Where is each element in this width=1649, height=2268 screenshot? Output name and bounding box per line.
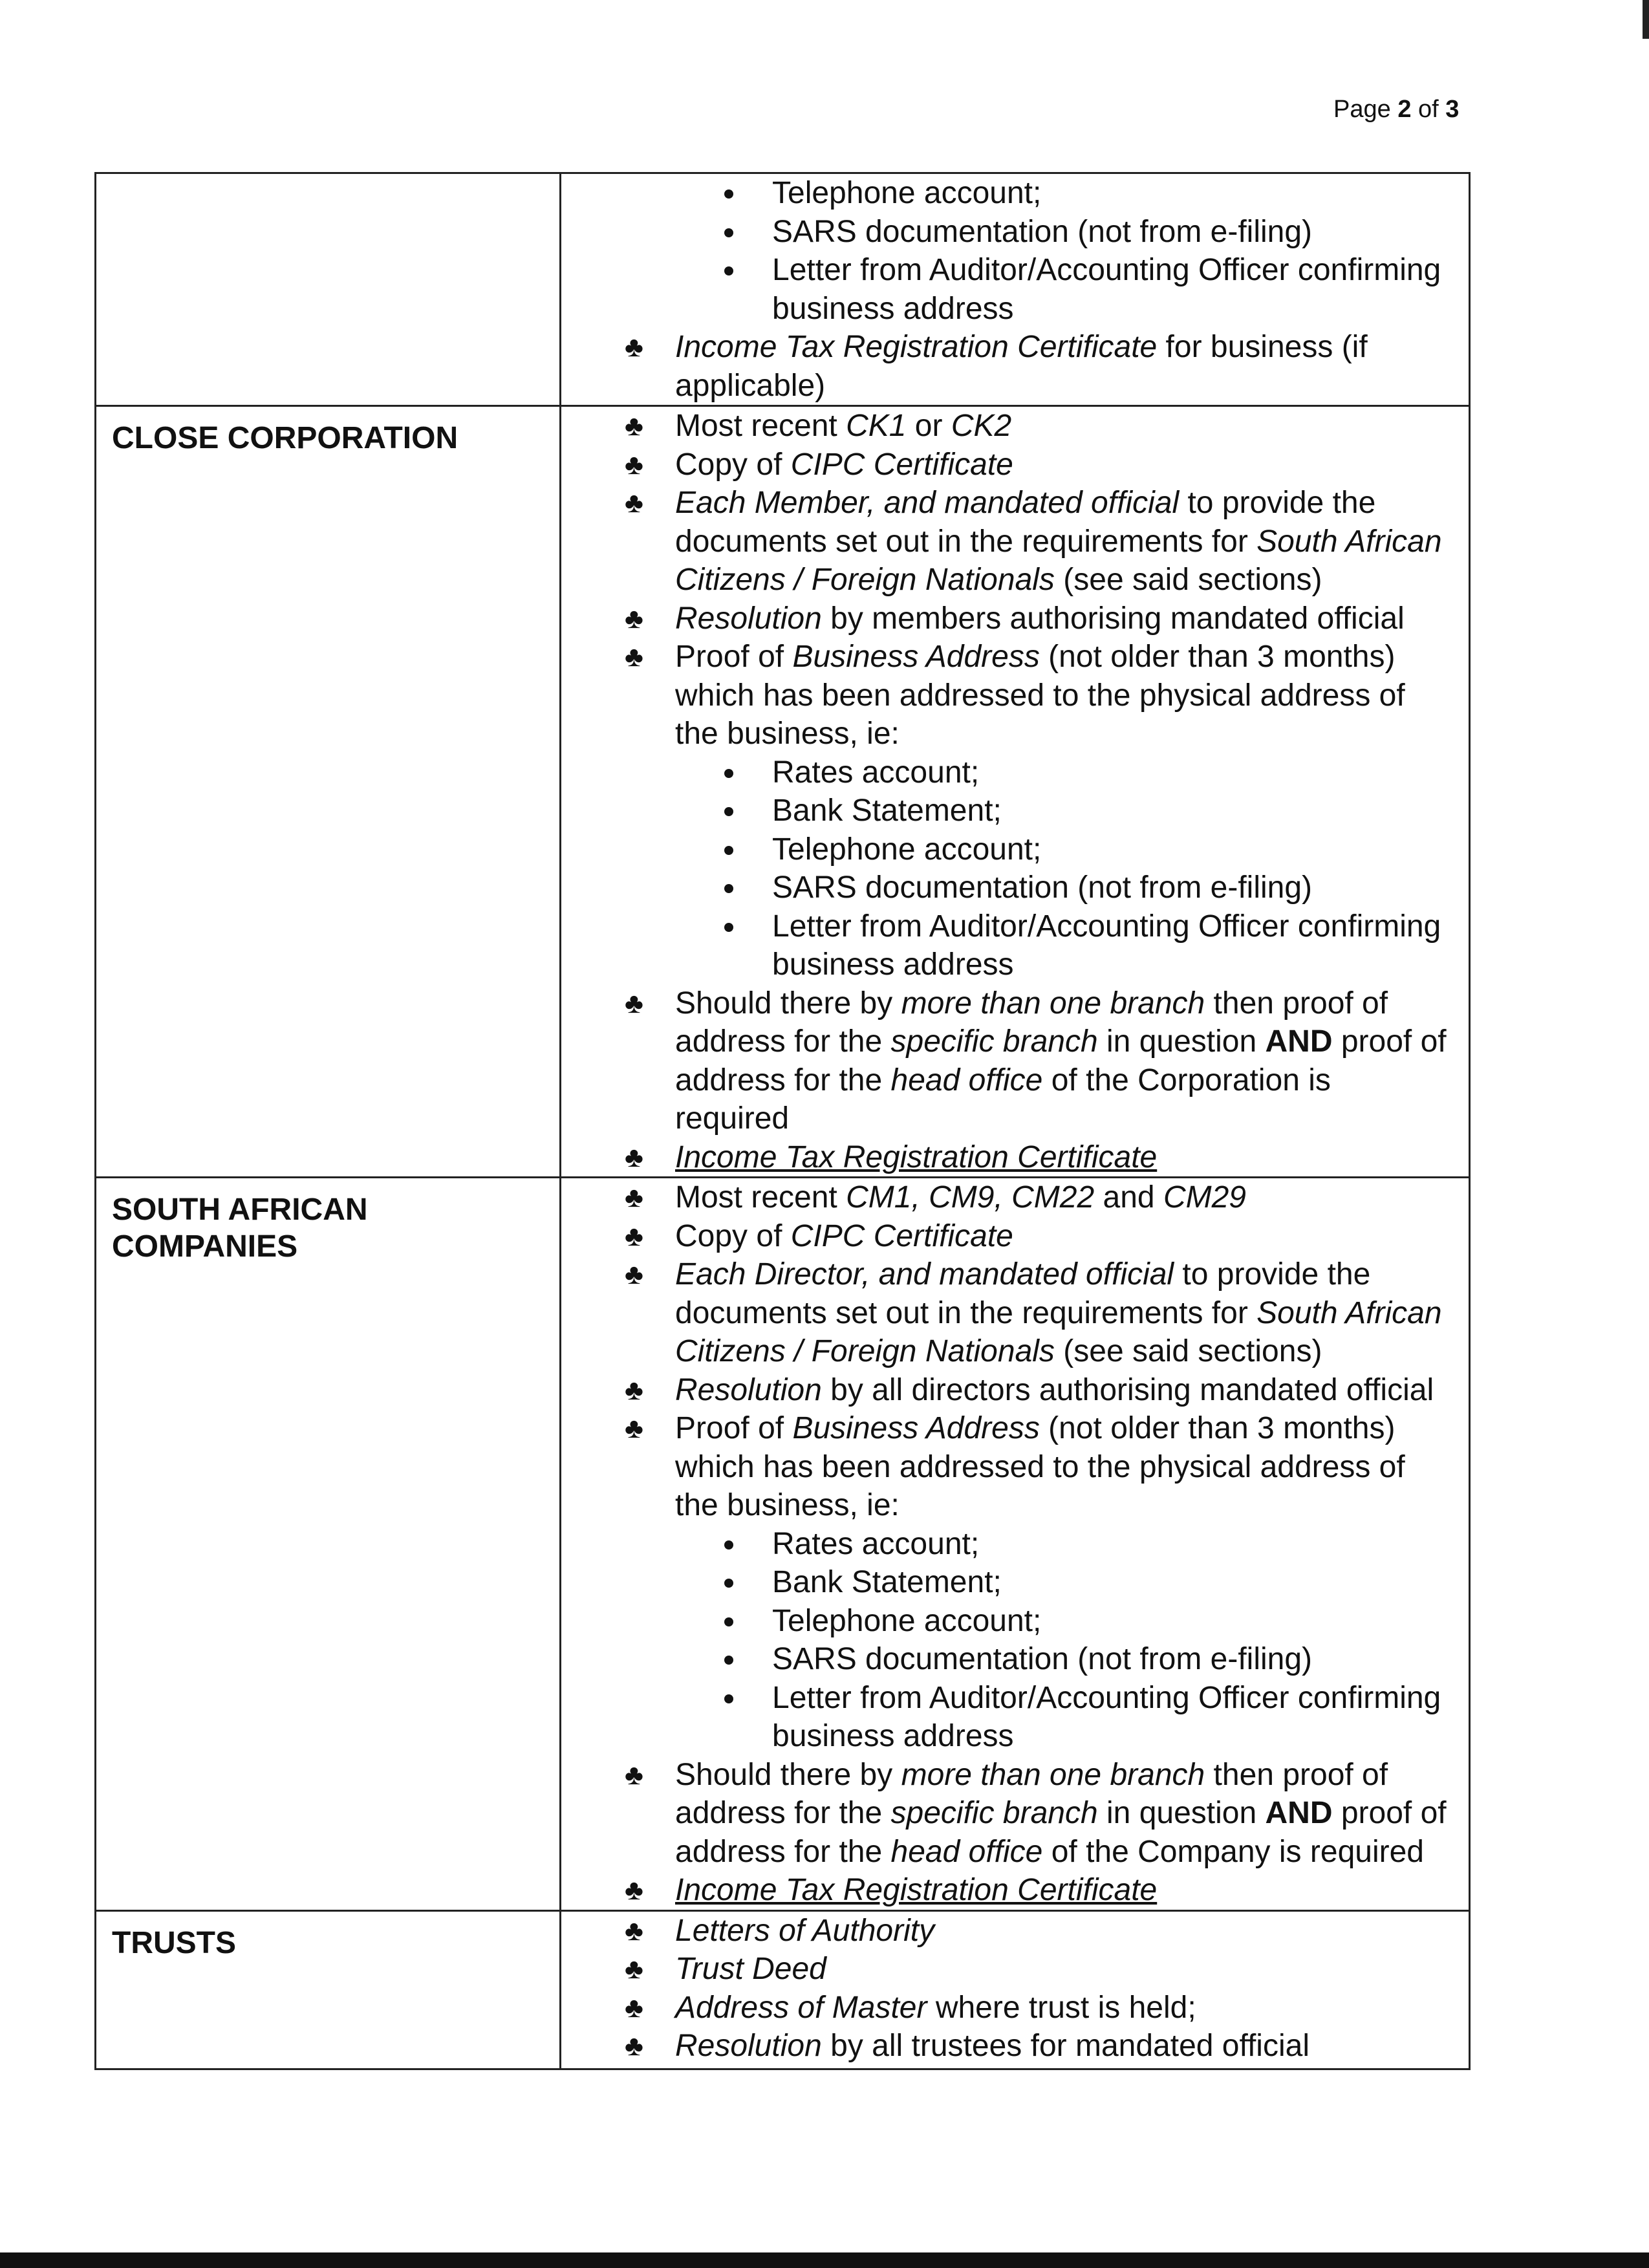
requirement-item	[561, 1255, 1469, 1371]
sub-bullet-text: Telephone account;	[772, 1603, 1042, 1638]
requirement-item	[561, 328, 1469, 405]
sub-bullet-text: Rates account;	[772, 755, 980, 790]
requirement-text: (see said sections)	[1054, 1334, 1322, 1368]
requirement-text: then proof of address for the	[675, 986, 1388, 1059]
table-row	[96, 406, 1470, 1178]
requirement-text: to provide the documents set out in the requirements for	[675, 486, 1376, 559]
requirement-item	[561, 407, 1469, 446]
requirement-text: or	[906, 409, 951, 443]
sub-bullet-text: SARS documentation (not from e-filing)	[772, 870, 1313, 905]
club-bullet-icon: ♣	[625, 1874, 643, 1906]
club-bullet-icon: ♣	[625, 1374, 643, 1406]
requirement-text: South African Citizens / Foreign Nationals	[675, 524, 1442, 597]
requirement-item	[561, 1409, 1469, 1525]
sub-bullet-item	[561, 753, 1469, 792]
sub-bullet-text: Telephone account;	[772, 832, 1042, 867]
club-bullet-icon: ♣	[625, 1412, 643, 1444]
club-bullet-icon: ♣	[625, 1182, 643, 1213]
bullet-dot-icon	[724, 1540, 733, 1550]
requirement-text: Should there by	[675, 1757, 901, 1792]
requirement-text: where trust is held;	[927, 1990, 1196, 2025]
requirement-item	[561, 2027, 1469, 2066]
requirement-text: head office	[890, 1834, 1043, 1869]
requirement-text: by all directors authorising mandated official	[821, 1372, 1434, 1407]
requirement-text: proof of address for the	[675, 1024, 1447, 1097]
table-row	[96, 1178, 1470, 1911]
club-bullet-icon: ♣	[625, 602, 643, 634]
bullet-dot-icon	[724, 1617, 733, 1626]
bullet-dot-icon	[724, 1694, 733, 1703]
requirement-text: Trust Deed	[675, 1952, 826, 1986]
bullet-dot-icon	[724, 1579, 733, 1588]
sub-bullet-item	[561, 907, 1469, 984]
requirement-text: more than one branch	[901, 986, 1205, 1021]
requirement-item	[561, 1756, 1469, 1872]
requirement-text: by members authorising mandated official	[821, 601, 1405, 636]
requirement-text: Income Tax Registration Certificate	[675, 1139, 1158, 1174]
requirement-text: more than one branch	[901, 1757, 1205, 1792]
sub-bullet-item	[561, 251, 1469, 328]
bullet-dot-icon	[724, 807, 733, 816]
requirement-text: proof of address for the	[675, 1796, 1447, 1869]
requirement-text: specific branch	[890, 1796, 1098, 1830]
sub-bullet-item	[561, 174, 1469, 213]
requirement-text: Most recent	[675, 409, 846, 443]
requirement-item	[561, 1217, 1469, 1256]
table-row	[96, 173, 1470, 406]
scan-edge	[1643, 0, 1649, 39]
requirement-item	[561, 446, 1469, 484]
requirements-cell	[561, 1178, 1470, 1911]
sub-bullet-text: Bank Statement;	[772, 794, 1002, 828]
bullet-dot-icon	[724, 1656, 733, 1665]
sub-bullet-item	[561, 1679, 1469, 1756]
table-row	[96, 1910, 1470, 2069]
club-bullet-icon: ♣	[625, 410, 643, 442]
club-bullet-icon: ♣	[625, 448, 643, 481]
requirement-text: CM1, CM9, CM22	[846, 1180, 1095, 1215]
club-bullet-icon: ♣	[625, 641, 643, 673]
requirement-item	[561, 1912, 1469, 1950]
sub-bullet-item	[561, 1525, 1469, 1564]
club-bullet-icon: ♣	[625, 1141, 643, 1173]
club-bullet-icon: ♣	[625, 1758, 643, 1791]
requirement-text: by all trustees for mandated official	[821, 2029, 1310, 2063]
requirement-text: CM29	[1163, 1180, 1246, 1215]
requirements-table	[94, 172, 1471, 2070]
requirement-text: Each Director, and mandated official	[675, 1257, 1174, 1291]
requirement-text: CIPC Certificate	[790, 1218, 1013, 1253]
entity-type-label: CLOSE CORPORATION	[96, 406, 561, 1178]
requirement-text: Copy of	[675, 1218, 791, 1253]
requirements-cell	[561, 406, 1470, 1178]
sub-bullet-text: Rates account;	[772, 1526, 980, 1561]
requirement-text: Most recent	[675, 1180, 846, 1215]
requirement-text: Business Address	[792, 1411, 1040, 1445]
sub-bullet-text: Letter from Auditor/Accounting Officer confirming business address	[772, 1680, 1441, 1753]
sub-bullet-item	[561, 830, 1469, 869]
bullet-dot-icon	[724, 769, 733, 778]
requirement-item	[561, 1371, 1469, 1410]
requirement-text: of the Corporation is required	[675, 1063, 1331, 1136]
requirement-item	[561, 1871, 1469, 1910]
sub-bullet-item	[561, 213, 1469, 252]
requirement-text: Resolution	[675, 601, 822, 636]
requirement-text: in question	[1097, 1796, 1266, 1830]
requirement-item	[561, 638, 1469, 753]
bullet-dot-icon	[724, 846, 733, 855]
requirement-text: (not older than 3 months) which has been addressed to the physical address of the business, ie:	[675, 640, 1405, 751]
requirement-item	[561, 984, 1469, 1138]
bullet-dot-icon	[724, 189, 733, 199]
requirement-text: CK1	[846, 409, 907, 443]
requirement-text: CIPC Certificate	[790, 447, 1013, 482]
page-number-separator: of	[1411, 96, 1446, 123]
entity-type-label	[96, 173, 561, 406]
requirement-text: for business (if applicable)	[675, 330, 1368, 403]
page-number	[1333, 96, 1459, 124]
requirement-text: Proof of	[675, 640, 793, 674]
requirement-text: specific branch	[890, 1024, 1098, 1059]
requirement-text: and	[1094, 1180, 1163, 1215]
requirement-text: Income Tax Registration Certificate	[675, 1873, 1158, 1907]
club-bullet-icon: ♣	[625, 1258, 643, 1290]
entity-type-label: TRUSTS	[96, 1910, 561, 2069]
page-number-total: 3	[1445, 96, 1460, 123]
requirement-text: Copy of	[675, 447, 791, 482]
requirement-text: Each Member, and mandated official	[675, 486, 1180, 520]
requirement-text: Income Tax Registration Certificate	[675, 330, 1158, 364]
requirement-text: AND	[1265, 1796, 1333, 1830]
requirement-item	[561, 1989, 1469, 2027]
requirement-text: AND	[1265, 1024, 1333, 1059]
requirement-text: CK2	[951, 409, 1012, 443]
requirement-text: Letters of Authority	[675, 1913, 935, 1948]
sub-bullet-text: Letter from Auditor/Accounting Officer confirming business address	[772, 253, 1441, 326]
requirement-text: Resolution	[675, 1372, 822, 1407]
requirement-item	[561, 484, 1469, 599]
sub-bullet-text: SARS documentation (not from e-filing)	[772, 214, 1313, 249]
club-bullet-icon: ♣	[625, 1953, 643, 1985]
requirements-cell	[561, 1910, 1470, 2069]
requirement-text: Address of Master	[675, 1990, 927, 2025]
club-bullet-icon: ♣	[625, 1914, 643, 1947]
page-number-current: 2	[1397, 96, 1412, 123]
requirement-text: in question	[1097, 1024, 1266, 1059]
sub-bullet-text: Bank Statement;	[772, 1565, 1002, 1599]
sub-bullet-item	[561, 1602, 1469, 1641]
requirement-text: head office	[890, 1063, 1043, 1097]
entity-type-label: SOUTH AFRICAN COMPANIES	[96, 1178, 561, 1911]
club-bullet-icon: ♣	[625, 987, 643, 1019]
sub-bullet-item	[561, 1640, 1469, 1679]
club-bullet-icon: ♣	[625, 331, 643, 363]
scan-border	[0, 2252, 1649, 2268]
page-number-prefix: Page	[1333, 96, 1398, 123]
sub-bullet-item	[561, 792, 1469, 830]
requirement-text: Proof of	[675, 1411, 793, 1445]
sub-bullet-text: SARS documentation (not from e-filing)	[772, 1642, 1313, 1676]
bullet-dot-icon	[724, 266, 733, 275]
requirement-item	[561, 599, 1469, 638]
sub-bullet-text: Letter from Auditor/Accounting Officer confirming business address	[772, 909, 1441, 982]
bullet-dot-icon	[724, 884, 733, 893]
club-bullet-icon: ♣	[625, 1991, 643, 2024]
requirement-item	[561, 1178, 1469, 1217]
requirement-text: Resolution	[675, 2029, 822, 2063]
sub-bullet-text: Telephone account;	[772, 176, 1042, 210]
bullet-dot-icon	[724, 228, 733, 237]
requirement-item	[561, 1950, 1469, 1989]
club-bullet-icon: ♣	[625, 487, 643, 519]
club-bullet-icon: ♣	[625, 1220, 643, 1252]
requirement-item	[561, 1138, 1469, 1177]
sub-bullet-item	[561, 869, 1469, 907]
requirement-text: to provide the documents set out in the requirements for	[675, 1257, 1371, 1330]
bullet-dot-icon	[724, 923, 733, 932]
requirement-text: South African Citizens / Foreign Nationals	[675, 1295, 1442, 1368]
requirement-text: then proof of address for the	[675, 1757, 1388, 1830]
requirement-text: Should there by	[675, 986, 901, 1021]
requirement-text: (see said sections)	[1054, 563, 1322, 597]
club-bullet-icon: ♣	[625, 2030, 643, 2062]
requirement-text: Business Address	[792, 640, 1040, 674]
requirement-text: (not older than 3 months) which has been addressed to the physical address of the business, ie:	[675, 1411, 1405, 1522]
requirements-cell	[561, 173, 1470, 406]
sub-bullet-item	[561, 1563, 1469, 1602]
requirement-text: of the Company is required	[1042, 1834, 1424, 1869]
